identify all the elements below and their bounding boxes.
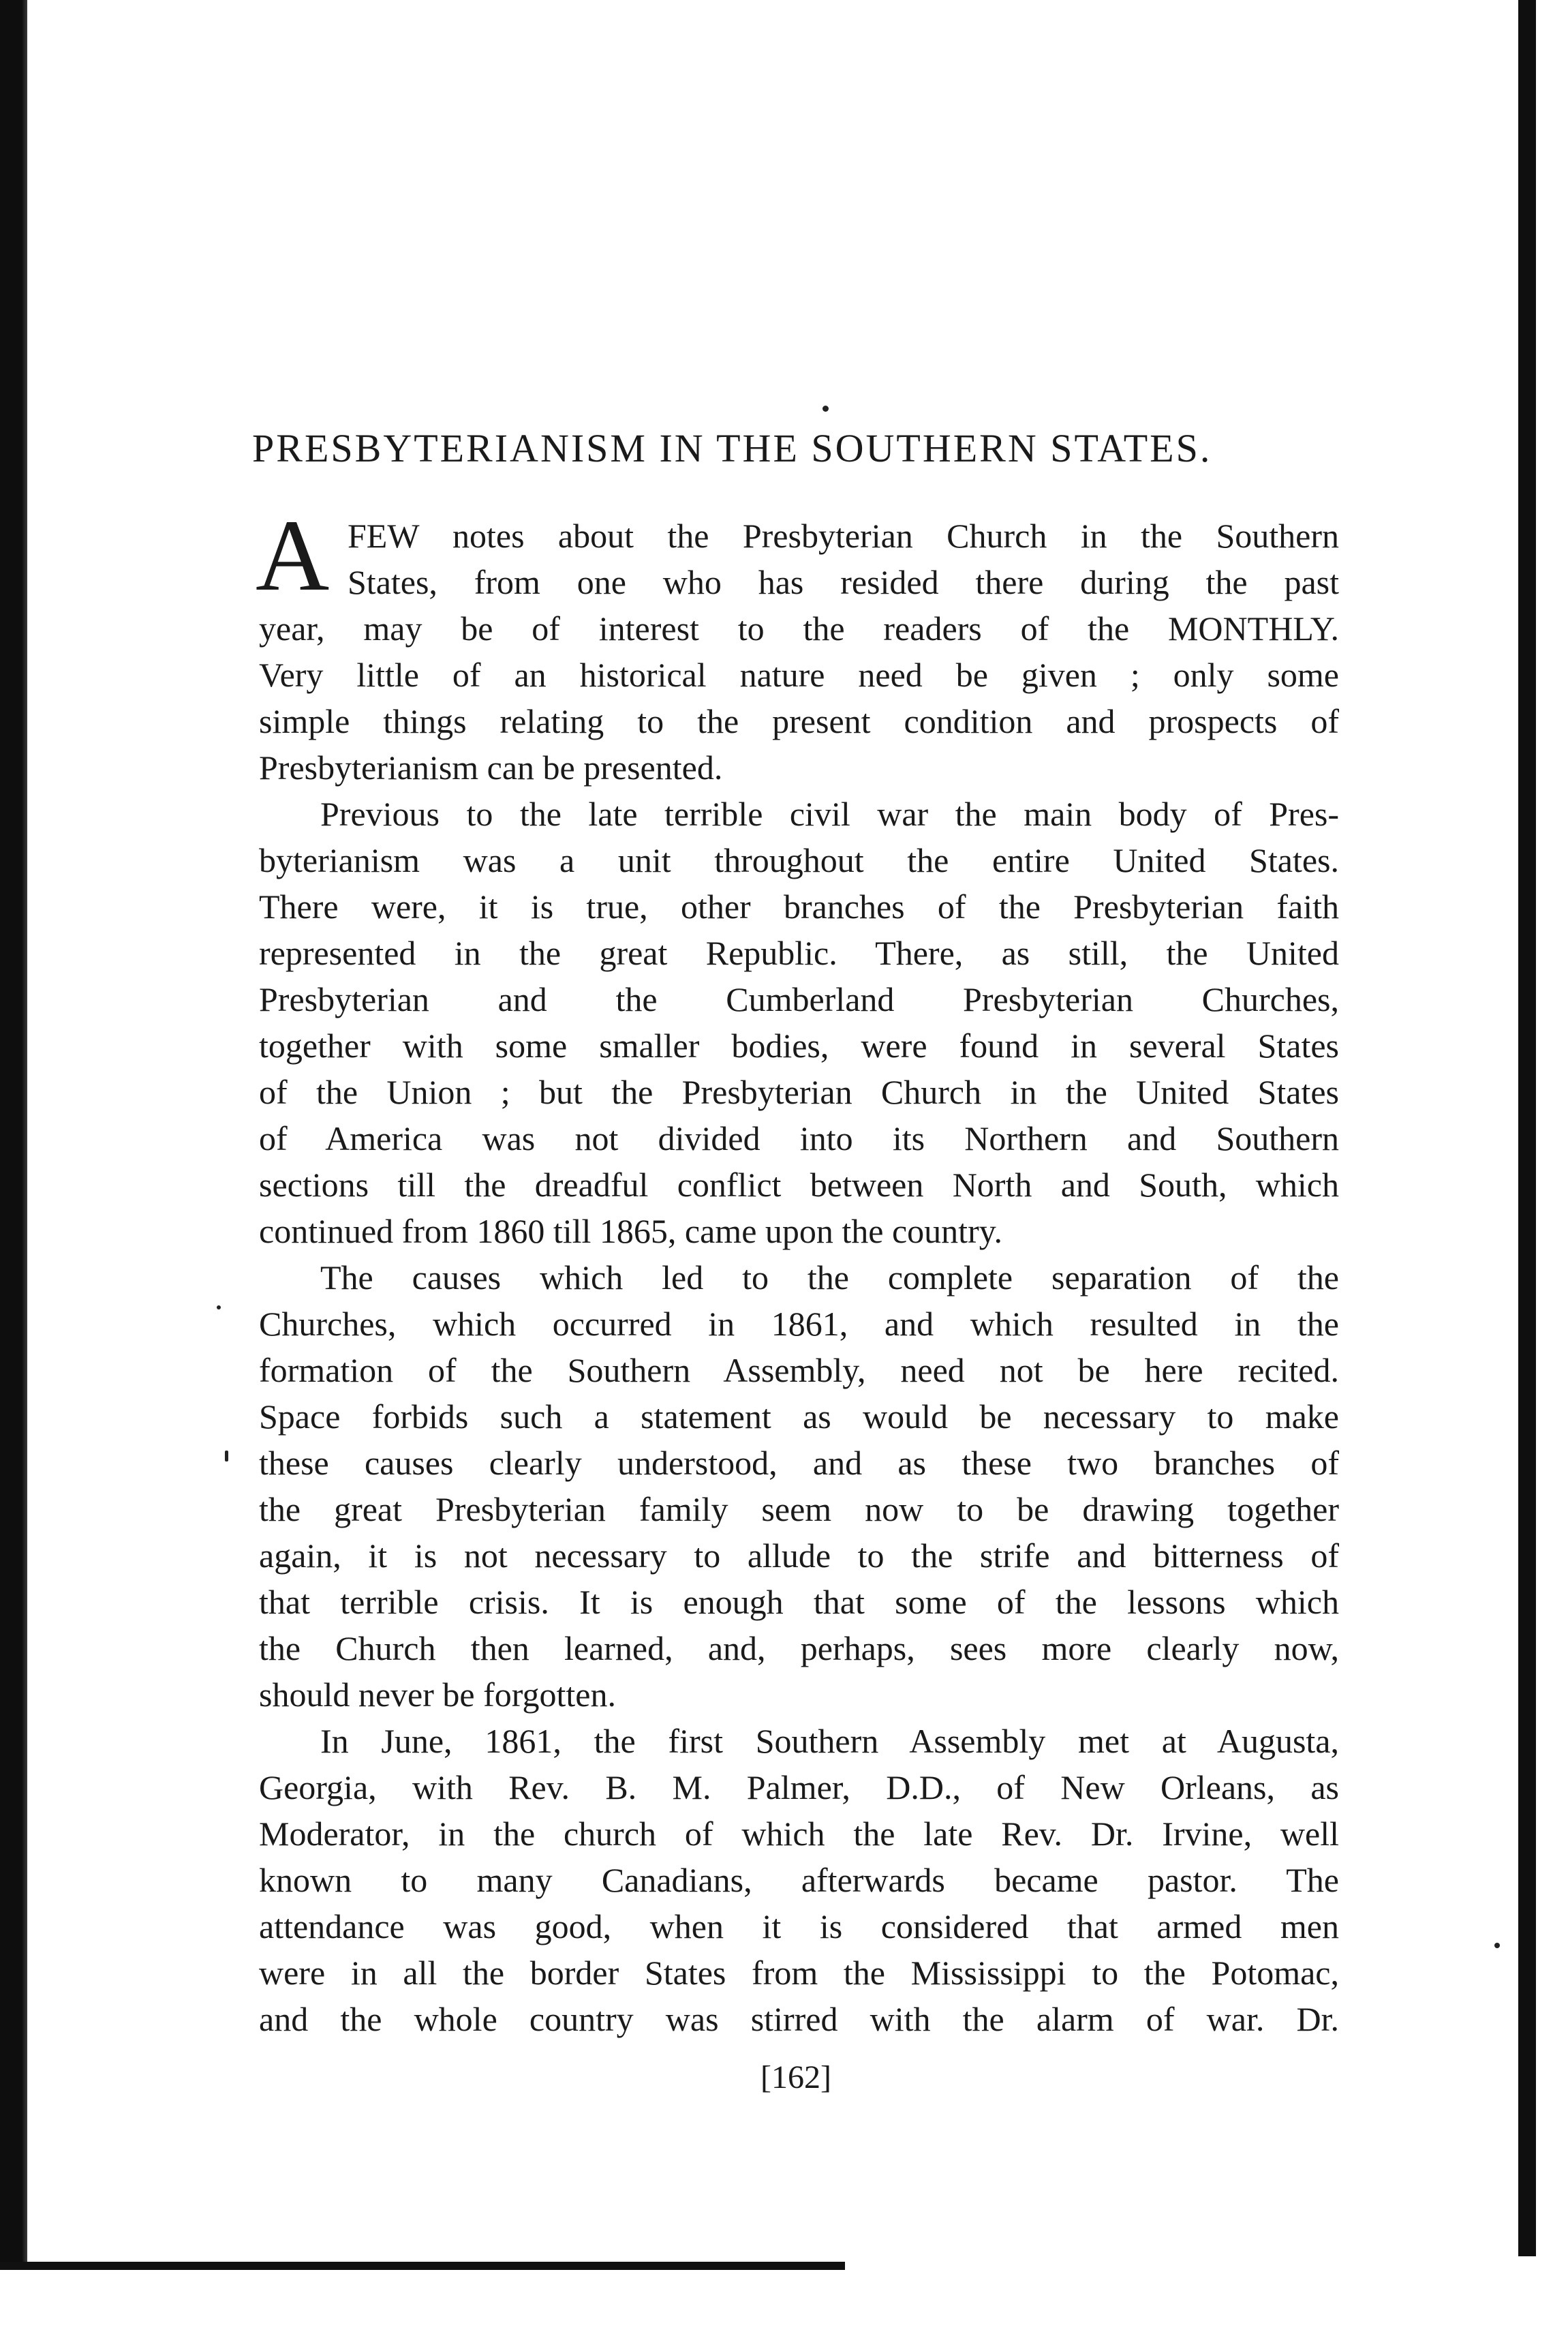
scan-speck — [225, 1451, 228, 1461]
text-line: together with some smaller bodies, were found in several States — [259, 1027, 1339, 1065]
text-line: represented in the great Republic. There, as still, the United — [259, 934, 1339, 972]
text-line: The causes which led to the complete separation of the — [320, 1258, 1339, 1297]
scan-speck — [1494, 1943, 1500, 1948]
text-line: Georgia, with Rev. B. M. Palmer, D.D., of New Orleans, as — [259, 1768, 1339, 1806]
text-line: of America was not divided into its Northern and Southern — [259, 1119, 1339, 1157]
text-line: Presbyterianism can be presented. — [259, 748, 723, 787]
text-line: and the whole country was stirred with the alarm of war. Dr. — [259, 2000, 1339, 2038]
scan-edge-left — [0, 0, 27, 2270]
text-line: continued from 1860 till 1865, came upon the country. — [259, 1212, 1002, 1250]
text-line: of the Union ; but the Presbyterian Church in the United States — [259, 1073, 1339, 1111]
text-line: known to many Canadians, afterwards became pastor. The — [259, 1861, 1339, 1899]
text-line: these causes clearly understood, and as these two branches of — [259, 1444, 1339, 1482]
text-line: that terrible crisis. It is enough that some of the lessons which — [259, 1583, 1339, 1621]
text-line: the great Presbyterian family seem now to be drawing together — [259, 1490, 1339, 1528]
page-number: [162] — [760, 2059, 831, 2095]
text-line: There were, it is true, other branches of the Presbyterian faith — [259, 888, 1339, 926]
drop-cap: A — [256, 499, 330, 612]
scan-speck — [217, 1305, 221, 1309]
title-speck — [823, 406, 829, 412]
text-line: In June, 1861, the first Southern Assembly met at Augusta, — [320, 1722, 1339, 1760]
text-line: States, from one who has resided there during the past — [348, 563, 1339, 601]
text-line: Presbyterian and the Cumberland Presbyterian Churches, — [259, 980, 1339, 1018]
text-line: Very little of an historical nature need be given ; only some — [259, 656, 1339, 694]
text-line: again, it is not necessary to allude to the strife and bitterness of — [259, 1536, 1339, 1575]
text-line: Moderator, in the church of which the late Rev. Dr. Irvine, well — [259, 1815, 1339, 1853]
scan-edge-right — [1518, 0, 1536, 2256]
text-line: should never be forgotten. — [259, 1676, 616, 1714]
text-line: Previous to the late terrible civil war the main body of Pres- — [320, 795, 1339, 833]
text-line: simple things relating to the present condition and prospects of — [259, 702, 1339, 740]
text-line: Churches, which occurred in 1861, and which resulted in the — [259, 1305, 1339, 1343]
text-line: byterianism was a unit throughout the entire United States. — [259, 841, 1339, 879]
text-line: FEW notes about the Presbyterian Church in the Southern — [348, 517, 1339, 555]
page-title: PRESBYTERIANISM IN THE SOUTHERN STATES. — [252, 426, 1212, 470]
scan-edge-bottom — [0, 2262, 845, 2270]
text-line: sections till the dreadful conflict between North and South, which — [259, 1166, 1339, 1204]
text-line: year, may be of interest to the readers of the MONTHLY. — [259, 609, 1339, 648]
text-line: formation of the Southern Assembly, need not be here recited. — [259, 1351, 1339, 1389]
text-line: Space forbids such a statement as would be necessary to make — [259, 1397, 1339, 1436]
text-line: attendance was good, when it is considered that armed men — [259, 1907, 1339, 1945]
text-line: were in all the border States from the Mississippi to the Potomac, — [259, 1954, 1339, 1992]
text-line: the Church then learned, and, perhaps, sees more clearly now, — [259, 1629, 1339, 1667]
